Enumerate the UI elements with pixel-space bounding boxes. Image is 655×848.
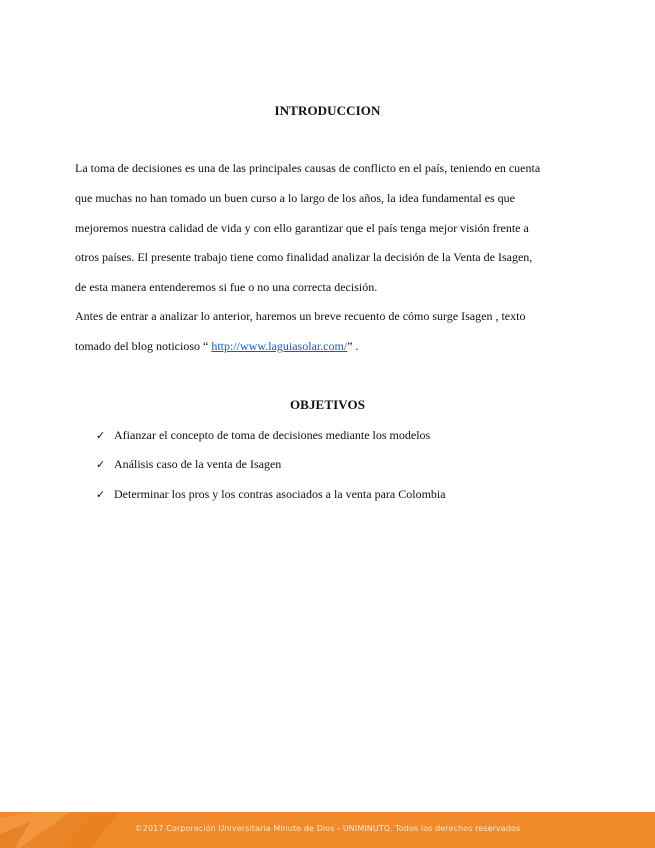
intro-line-7-prefix: tomado del blog noticioso “: [75, 339, 212, 353]
intro-line-6: Antes de entrar a analizar lo anterior, haremos un breve recuento de cómo surge Isagen , texto: [75, 309, 526, 323]
blog-link[interactable]: http://www.laguiasolar.com/: [211, 339, 348, 353]
check-icon: ✓: [96, 488, 106, 501]
check-icon: ✓: [96, 458, 106, 471]
intro-line-7-suffix: ” .: [347, 339, 359, 353]
intro-line-1: La toma de decisiones es una de las principales causas de conflicto en el país, teniendo en cuenta: [75, 161, 541, 175]
intro-line-3: mejoremos nuestra calidad de vida y con ello garantizar que el país tenga mejor visión frente a: [75, 221, 529, 235]
objective-item: [96, 457, 281, 472]
objective-text: Determinar los pros y los contras asociados a la venta para Colombia: [114, 487, 446, 501]
check-icon: ✓: [96, 429, 106, 442]
introduction-heading: INTRODUCCION: [274, 103, 381, 118]
objective-text: Afianzar el concepto de toma de decisiones mediante los modelos: [114, 428, 431, 442]
objective-text: Análisis caso de la venta de Isagen: [114, 457, 282, 471]
objectives-heading: OBJETIVOS: [289, 397, 366, 412]
footer-copyright: ©2017 Corporación Universitaria Minuto de Dios - UNIMINUTO. Todos los derechos reservados: [134, 824, 521, 833]
intro-line-4: otros países. El presente trabajo tiene como finalidad analizar la decisión de la Venta de Isagen,: [75, 250, 533, 264]
objective-item: [96, 487, 446, 502]
intro-line-2: que muchas no han tomado un buen curso a lo largo de los años, la idea fundamental es que: [75, 191, 515, 205]
intro-line-5: de esta manera entenderemos si fue o no una correcta decisión.: [75, 280, 378, 294]
intro-line-7: [75, 339, 359, 353]
footer-bar: [0, 812, 655, 848]
objective-item: [96, 428, 430, 443]
